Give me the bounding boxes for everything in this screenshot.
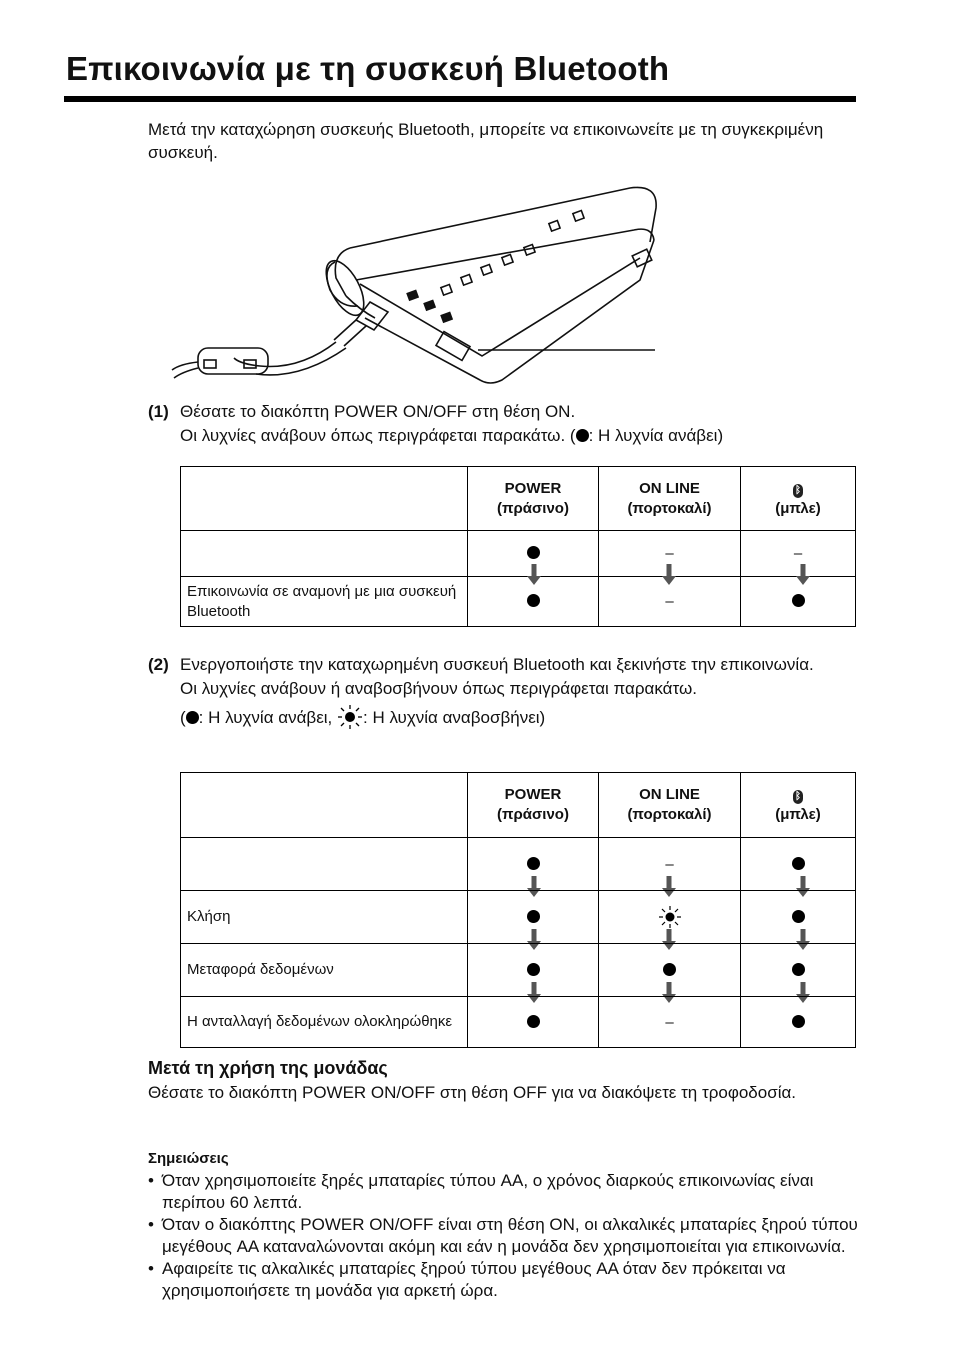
lamp-on-icon <box>792 963 805 976</box>
lamp-off-dash: – <box>665 855 674 873</box>
bluetooth-icon: ᛒ <box>795 791 801 802</box>
header-power: POWER (πράσινο) <box>468 467 599 531</box>
power-lamp-cell <box>468 891 599 944</box>
bullet: • <box>148 1259 154 1278</box>
step-1-line2-pre: Οι λυχνίες ανάβουν όπως περιγράφεται παρακάτω. ( <box>180 426 576 445</box>
header-online: ON LINE (πορτοκαλί) <box>599 773 741 838</box>
lamp-off-dash: – <box>665 545 674 562</box>
power-lamp-cell <box>468 997 599 1048</box>
bluetooth-lamp-cell <box>741 577 856 627</box>
lamp-off-dash: – <box>665 593 674 610</box>
paren-open: ( <box>180 708 186 727</box>
lamp-on-icon <box>792 857 805 870</box>
table-row <box>181 891 856 944</box>
header-empty-cell <box>181 467 468 531</box>
lamp-blink-icon <box>337 704 363 730</box>
online-lamp-cell <box>599 997 741 1048</box>
online-lamp-cell <box>599 944 741 997</box>
list-item <box>148 1258 858 1302</box>
lamp-on-icon <box>527 1015 540 1028</box>
page-title: Επικοινωνία με τη συσκευή Bluetooth <box>66 50 670 87</box>
step-1-line1: Θέσατε το διακόπτη POWER ON/OFF στη θέση ON. <box>180 402 576 421</box>
bluetooth-lamp-cell <box>741 944 856 997</box>
bluetooth-lamp-cell <box>741 838 856 891</box>
power-lamp-cell <box>468 531 599 577</box>
header-bluetooth: ᛒ (μπλε) <box>741 467 856 531</box>
intro-text: Μετά την καταχώρηση συσκευής Bluetooth, μπορείτε να επικοινωνείτε με τη συγκεκριμένη συσκευή. <box>148 120 824 162</box>
bluetooth-lamp-cell <box>741 531 856 577</box>
step-1-line2 <box>180 424 860 448</box>
lamp-on-icon <box>792 1015 805 1028</box>
bullet: • <box>148 1171 154 1190</box>
bullet: • <box>148 1215 154 1234</box>
lamp-on-icon <box>527 594 540 607</box>
lamp-off-dash: – <box>793 545 803 562</box>
lamp-off-dash: – <box>665 1013 674 1031</box>
table-row <box>181 531 856 577</box>
step-number: (2) <box>148 655 169 674</box>
power-lamp-cell <box>468 577 599 627</box>
indicator-table-1 <box>180 466 856 627</box>
lamp-on-icon <box>186 711 199 724</box>
note-text: Αφαιρείτε τις αλκαλικές μπαταρίες ξηρού τύπου μεγέθους AA όταν δεν πρόκειται να χρησιμοποιήσετε τη μονάδα για αρκετή ώρα. <box>162 1259 786 1300</box>
row-label: Επικοινωνία σε αναμονή με μια συσκευή Bluetooth <box>181 577 468 627</box>
lamp-on-icon <box>792 594 805 607</box>
step-1-line2-post: : Η λυχνία ανάβει) <box>588 426 724 445</box>
online-lamp-cell <box>599 531 741 577</box>
online-lamp-cell <box>599 577 741 627</box>
note-text: Όταν χρησιμοποιείτε ξηρές μπαταρίες τύπου AA, ο χρόνος διαρκούς επικοινωνίας είναι περίπου 60 λεπτά. <box>162 1171 814 1212</box>
step-2-line3 <box>180 704 860 730</box>
online-lamp-cell <box>599 891 741 944</box>
row-label: Κλήση <box>181 891 468 944</box>
legend-on-text: : Η λυχνία ανάβει, <box>198 708 337 727</box>
bluetooth-icon: ᛒ <box>795 484 801 496</box>
legend-blink-text: : Η λυχνία αναβοσβήνει) <box>363 708 546 727</box>
lamp-on-icon <box>576 429 589 442</box>
device-illustration <box>160 180 680 395</box>
row-label: Η ανταλλαγή δεδομένων ολοκληρώθηκε <box>181 997 468 1048</box>
lamp-on-icon <box>527 910 540 923</box>
notes-list <box>148 1170 858 1302</box>
notes-heading: Σημειώσεις <box>148 1150 229 1167</box>
after-use-heading: Μετά τη χρήση της μονάδας <box>148 1058 388 1078</box>
power-lamp-cell <box>468 838 599 891</box>
table-row <box>181 838 856 891</box>
header-empty-cell <box>181 773 468 838</box>
step-2 <box>148 653 858 753</box>
power-lamp-cell <box>468 944 599 997</box>
step-2-line2: Οι λυχνίες ανάβουν ή αναβοσβήνουν όπως περιγράφεται παρακάτω. <box>180 679 697 698</box>
indicator-table-2 <box>180 772 856 1048</box>
step-1 <box>148 400 858 450</box>
title-rule <box>64 96 856 102</box>
row-label <box>181 838 468 891</box>
header-online: ON LINE (πορτοκαλί) <box>599 467 741 531</box>
lamp-on-icon <box>663 963 676 976</box>
step-2-line1: Ενεργοποιήστε την καταχωρημένη συσκευή Bluetooth και ξεκινήστε την επικοινωνία. <box>180 655 814 674</box>
lamp-on-icon <box>792 910 805 923</box>
table-row <box>181 577 856 627</box>
table-row <box>181 997 856 1048</box>
bluetooth-lamp-cell <box>741 997 856 1048</box>
header-bluetooth: ᛒ (μπλε) <box>741 773 856 838</box>
after-use-text: Θέσατε το διακόπτη POWER ON/OFF στη θέση OFF για να διακόψετε τη τροφοδοσία. <box>148 1083 797 1102</box>
list-item <box>148 1170 858 1214</box>
lamp-blink-icon <box>658 905 682 929</box>
list-item <box>148 1214 858 1258</box>
lamp-on-icon <box>527 963 540 976</box>
note-text: Όταν ο διακόπτης POWER ON/OFF είναι στη θέση ON, οι αλκαλικές μπαταρίες ξηρού τύπου μεγέθους AA καταναλώνονται ακόμη και εάν η μονάδα δεν χρησιμοποιείται για επικοινωνία. <box>162 1215 858 1256</box>
row-label <box>181 531 468 577</box>
online-lamp-cell <box>599 838 741 891</box>
step-number: (1) <box>148 402 169 421</box>
lamp-on-icon <box>527 546 540 559</box>
lamp-on-icon <box>527 857 540 870</box>
table-row <box>181 944 856 997</box>
row-label: Μεταφορά δεδομένων <box>181 944 468 997</box>
header-power: POWER (πράσινο) <box>468 773 599 838</box>
bluetooth-lamp-cell <box>741 891 856 944</box>
